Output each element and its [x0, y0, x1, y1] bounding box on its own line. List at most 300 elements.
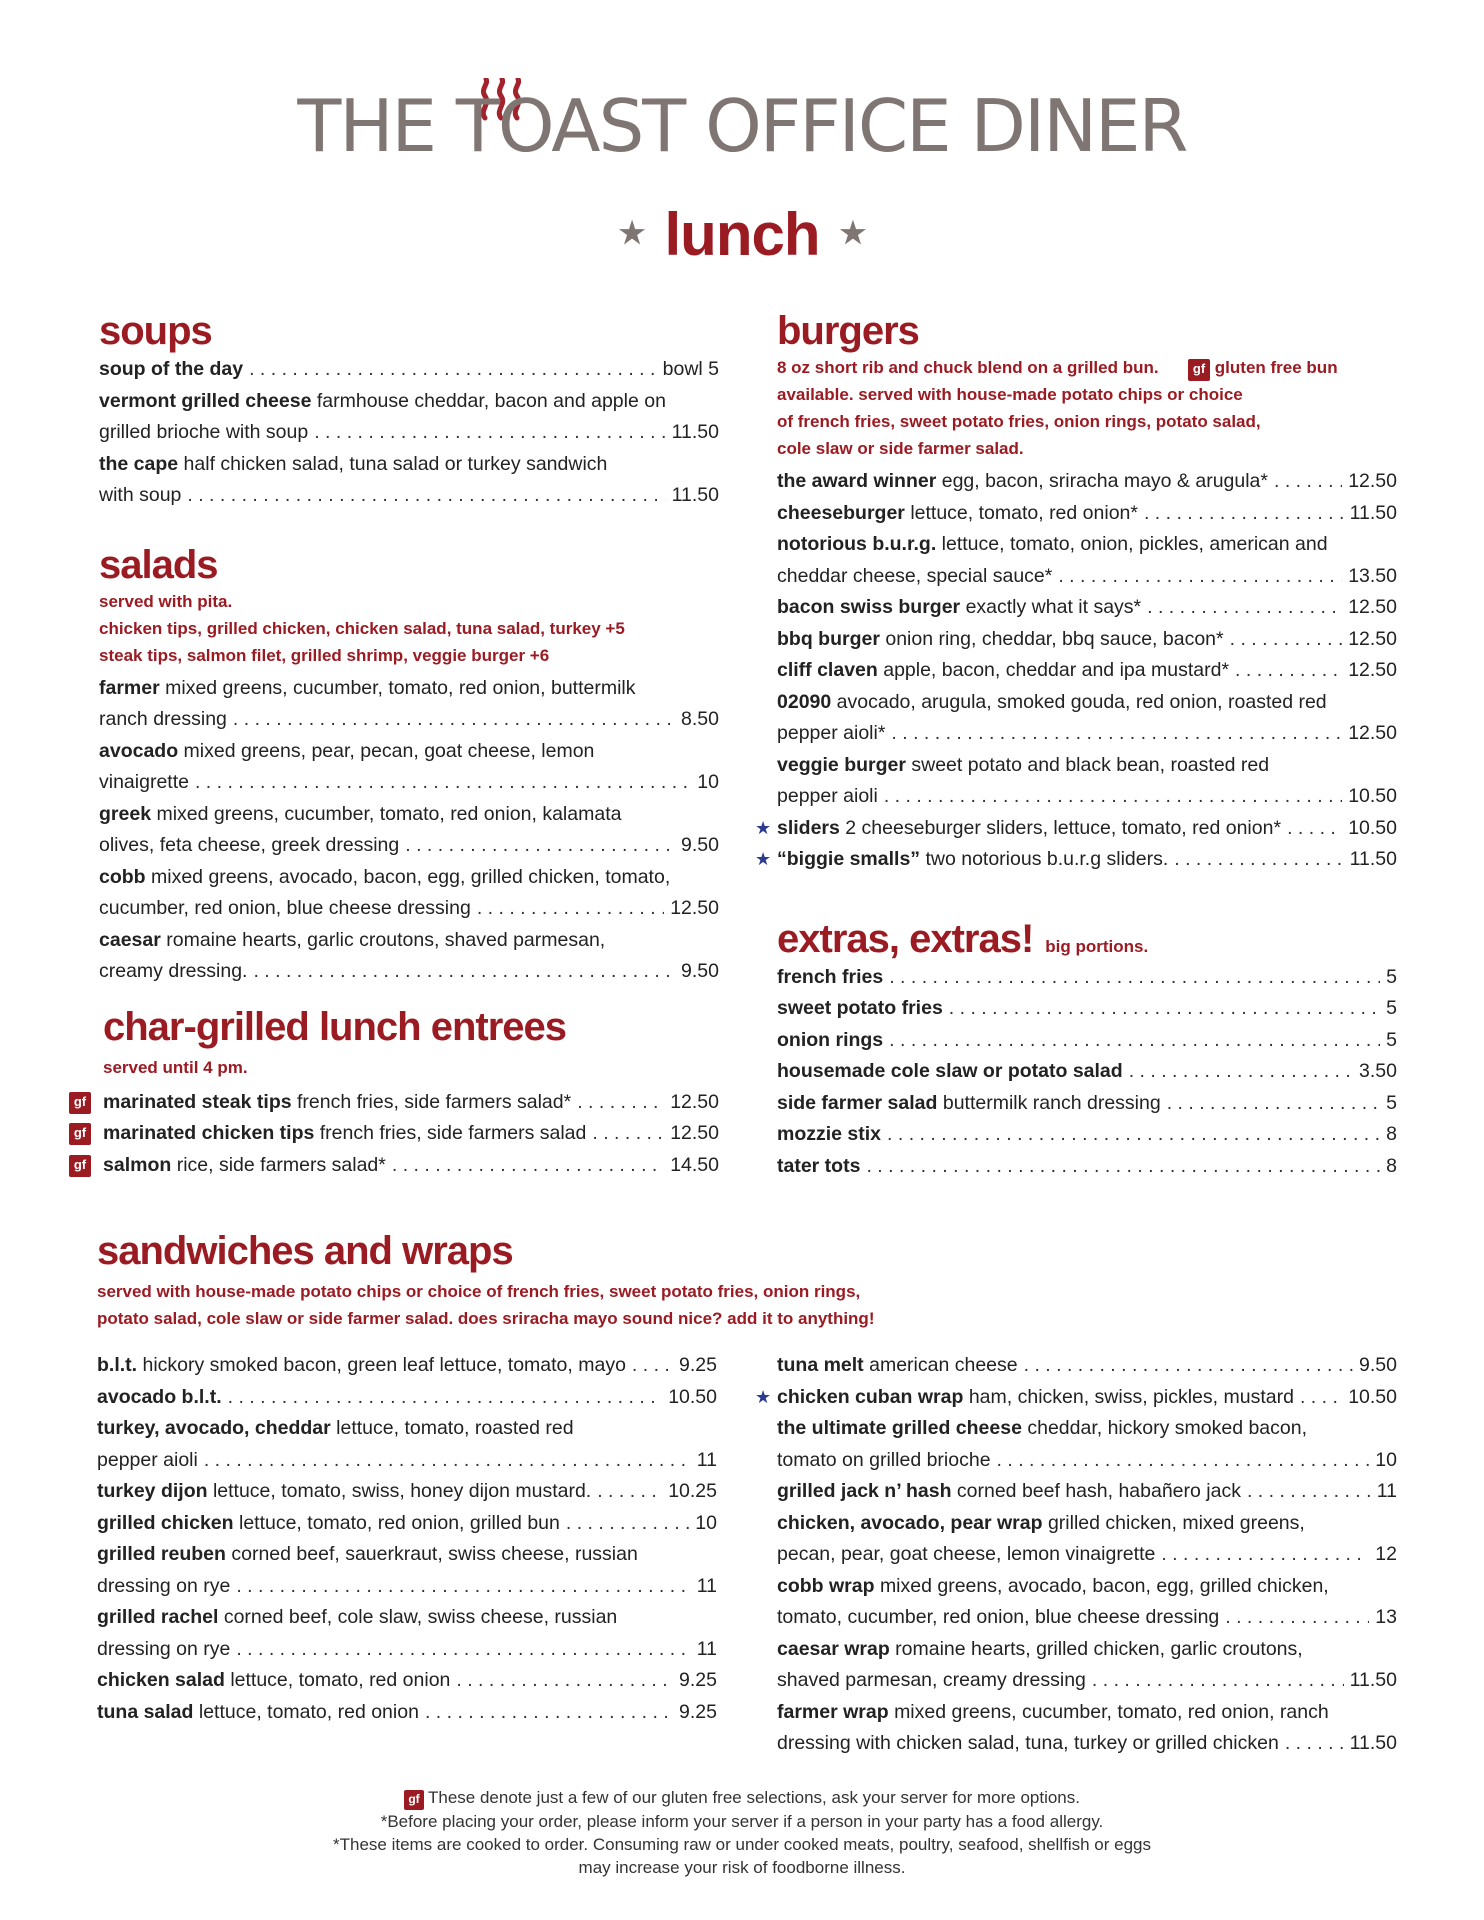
menu-item-line [97, 1634, 717, 1666]
menu-item-desc: vinaigrette [99, 771, 189, 793]
menu-item-price: 14.50 [670, 1153, 719, 1176]
menu-item-text [777, 993, 943, 1025]
menu-item [777, 962, 1397, 994]
menu-item [73, 1150, 719, 1182]
menu-item [99, 673, 719, 736]
footer-line: *These items are cooked to order. Consuming raw or under cooked meats, poultry, seafood, shellfish or eggs [332, 1835, 1151, 1854]
menu-item-desc: cucumber, red onion, blue cheese dressing [99, 897, 471, 919]
menu-item-line [777, 1119, 1397, 1151]
menu-item-line [97, 1539, 717, 1571]
menu-item-line [103, 1087, 719, 1119]
sandwiches-left-list [97, 1350, 717, 1728]
menu-item-desc: sweet potato and black bean, roasted red [911, 753, 1270, 776]
dot-leader [1092, 1665, 1344, 1697]
menu-item-line [777, 1634, 1397, 1666]
burgers-section [755, 308, 1397, 876]
dot-leader [891, 718, 1342, 750]
menu-item-desc: lettuce, tomato, onion, pickles, american and [941, 533, 1328, 555]
menu-item-line [777, 781, 1397, 813]
menu-item [97, 1382, 717, 1414]
menu-item-price: 11.50 [1349, 501, 1397, 524]
menu-item-desc: mixed greens, avocado, bacon, egg, grilled chicken, [879, 1574, 1329, 1597]
menu-item-text [777, 1638, 1303, 1660]
menu-item-desc: mixed greens, cucumber, tomato, red onion, kalamata [156, 802, 622, 825]
menu-item-line [777, 1571, 1397, 1603]
section-heading: char-grilled lunch entrees [103, 1004, 567, 1049]
dot-leader [1147, 592, 1342, 624]
menu-item-desc: ranch dressing [99, 708, 227, 730]
menu-item-line [99, 673, 719, 705]
menu-item-name: farmer [99, 676, 160, 699]
menu-item-line [99, 956, 719, 988]
menu-item-name: cliff claven [777, 659, 878, 681]
menu-item-price: 12 [1375, 1543, 1397, 1565]
menu-item-name: tuna melt [777, 1354, 864, 1376]
menu-item-price: 5 [1386, 1028, 1397, 1051]
menu-item-text [777, 1575, 1329, 1597]
section-subtitle: potato salad, cole slaw or side farmer salad. does sriracha mayo sound nice? add it to anything! [97, 1309, 875, 1328]
menu-item-price: 5 [1386, 997, 1397, 1019]
menu-item-price: 11.50 [1349, 1669, 1397, 1691]
menu-item-line [99, 862, 719, 894]
gluten-free-icon: gf [1188, 359, 1210, 381]
menu-item-name: chicken salad [97, 1669, 225, 1691]
menu-item-text [99, 453, 607, 475]
burgers-sub-text: gluten free bun [1214, 358, 1338, 377]
entrees-section [73, 1004, 719, 1182]
dot-leader [204, 1445, 691, 1477]
menu-item-name: greek [99, 802, 152, 825]
menu-item-line [99, 704, 719, 736]
menu-item-line [777, 750, 1397, 782]
menu-item-desc: hickory smoked bacon, green leaf lettuce, tomato, mayo [142, 1354, 626, 1376]
dot-leader [1161, 1539, 1369, 1571]
menu-item-line [777, 561, 1397, 593]
menu-item-line [777, 1413, 1397, 1445]
menu-item-text [99, 677, 636, 699]
menu-item-line [99, 799, 719, 831]
menu-item [99, 736, 719, 799]
dot-leader [1174, 844, 1343, 876]
menu-item-name: bbq burger [777, 627, 880, 650]
menu-item-line [777, 1056, 1397, 1088]
menu-item-desc: lettuce, tomato, red onion, grilled bun [238, 1511, 560, 1534]
dot-leader [887, 1119, 1380, 1151]
menu-item-desc: shaved parmesan, creamy dressing [777, 1669, 1086, 1691]
menu-item-desc: onion ring, cheddar, bbq sauce, bacon* [885, 627, 1224, 650]
menu-item-text [777, 1350, 1018, 1382]
menu-item-name: sweet potato fries [777, 997, 943, 1019]
menu-item-desc: ham, chicken, swiss, pickles, mustard [968, 1385, 1294, 1408]
dot-leader [577, 1087, 664, 1119]
menu-item [777, 1508, 1397, 1571]
soups-section [99, 308, 719, 512]
menu-item-desc: mixed greens, pear, pecan, goat cheese, lemon [183, 739, 595, 762]
section-subtitle: served until 4 pm. [103, 1057, 248, 1077]
menu-item-line [99, 767, 719, 799]
menu-item-price: 9.25 [679, 1354, 717, 1376]
menu-item-line [99, 386, 719, 418]
dot-leader [1058, 561, 1342, 593]
menu-item-line [97, 1508, 717, 1540]
menu-item-price: bowl 5 [662, 358, 719, 380]
menu-item-price: 10.50 [668, 1385, 717, 1408]
menu-item-price: 10.25 [668, 1480, 717, 1502]
menu-item-price: 12.50 [1348, 470, 1397, 492]
dot-leader [236, 1571, 690, 1603]
menu-item-name: farmer wrap [777, 1700, 889, 1723]
menu-item-text [777, 466, 1268, 498]
menu-item-text [777, 754, 1269, 776]
menu-item-desc: half chicken salad, tuna salad or turkey sandwich [183, 452, 608, 475]
dot-leader [233, 704, 675, 736]
menu-item [777, 498, 1397, 530]
menu-item-name: grilled jack n’ hash [777, 1480, 952, 1502]
menu-item-text [99, 354, 243, 386]
section-heading: extras, extras! [777, 916, 1034, 961]
menu-item-name: salmon [103, 1153, 172, 1176]
dot-leader [997, 1445, 1370, 1477]
menu-item [97, 1539, 717, 1602]
menu-item-desc: two notorious b.u.r.g sliders. [925, 848, 1169, 870]
menu-item-line [777, 1697, 1397, 1729]
menu-item-text [777, 691, 1327, 713]
menu-item-text [99, 740, 594, 762]
menu-item-desc: dressing with chicken salad, tuna, turkey or grilled chicken [777, 1732, 1279, 1754]
footer-notes [0, 1786, 1484, 1879]
dot-leader [1285, 1728, 1344, 1760]
menu-item-desc: corned beef, sauerkraut, swiss cheese, russian [231, 1543, 638, 1565]
menu-item-line [103, 1118, 719, 1150]
dot-leader [1235, 655, 1342, 687]
menu-item-name: bacon swiss burger [777, 596, 961, 618]
menu-item-price: 9.25 [679, 1700, 717, 1723]
menu-item-name: cobb [99, 865, 146, 888]
menu-item-price: 10 [695, 1511, 717, 1534]
dot-leader [1144, 498, 1344, 530]
menu-item-text [777, 498, 1138, 530]
menu-item-name: chicken, avocado, pear wrap [777, 1511, 1043, 1534]
menu-item-text [777, 1476, 1241, 1508]
gluten-free-icon: gf [69, 1092, 91, 1114]
dot-leader [1274, 466, 1342, 498]
menu-item-line [103, 1150, 719, 1182]
menu-item-desc: corned beef hash, habañero jack [956, 1480, 1241, 1502]
menu-item-name: b.l.t. [97, 1354, 138, 1376]
dot-leader [456, 1665, 673, 1697]
menu-item-name: 02090 [777, 690, 832, 713]
menu-item-price: 9.50 [681, 834, 719, 856]
menu-item-line [777, 1602, 1397, 1634]
section-heading: sandwiches and wraps [97, 1229, 513, 1273]
menu-item-desc: dressing on rye [97, 1637, 231, 1660]
menu-item-price: 11.50 [1349, 1732, 1397, 1754]
section-subtitle: available. served with house-made potato chips or choice [777, 385, 1243, 404]
menu-item-price: 10.50 [1348, 1385, 1397, 1408]
menu-item-desc: pepper aioli* [777, 722, 886, 744]
menu-item-price: 9.50 [1359, 1354, 1397, 1376]
menu-item [777, 1056, 1397, 1088]
sandwiches-section [97, 1228, 1397, 1332]
menu-item-line [99, 449, 719, 481]
star-icon: ★ [618, 216, 645, 250]
logo-text: THE TOAST OFFICE DINER [297, 84, 1187, 168]
menu-item-price: 13.50 [1348, 564, 1397, 587]
menu-item-text [103, 1150, 386, 1182]
menu-item-desc: lettuce, tomato, red onion* [910, 501, 1138, 524]
menu-item-line [777, 1025, 1397, 1057]
menu-item-desc: french fries, side farmers salad [319, 1122, 587, 1144]
soups-list [99, 354, 719, 512]
dot-leader [889, 962, 1380, 994]
dot-leader [592, 1118, 664, 1150]
menu-item-line [777, 1665, 1397, 1697]
menu-item-line [97, 1571, 717, 1603]
section-subtitle: cole slaw or side farmer salad. [777, 439, 1024, 458]
menu-item-price: 12.50 [670, 1122, 719, 1144]
menu-item-line [777, 1350, 1397, 1382]
menu-item-price: 11 [696, 1637, 717, 1660]
menu-item-desc: olives, feta cheese, greek dressing [99, 834, 400, 856]
footer-line [0, 1786, 1484, 1810]
menu-item-name: onion rings [777, 1028, 884, 1051]
menu-item-price: 10 [697, 771, 719, 793]
extras-list [777, 962, 1397, 1183]
menu-item-price: 11 [696, 1574, 717, 1597]
menu-item-desc: grilled chicken, mixed greens, [1047, 1511, 1305, 1534]
menu-item-name: notorious b.u.r.g. [777, 533, 937, 555]
left-column [73, 308, 719, 1181]
menu-item-name: grilled reuben [97, 1543, 226, 1565]
menu-item [97, 1665, 717, 1697]
menu-item-line [777, 1508, 1397, 1540]
menu-item [777, 529, 1397, 592]
menu-item [97, 1697, 717, 1729]
dot-leader [1129, 1056, 1353, 1088]
menu-item [97, 1413, 717, 1476]
menu-item-line [777, 1728, 1397, 1760]
gluten-free-icon: gf [69, 1155, 91, 1177]
footer-line: may increase your risk of foodborne illness. [578, 1858, 906, 1877]
menu-item-name: chicken cuban wrap [777, 1385, 964, 1408]
menu-item-desc: exactly what it says* [965, 596, 1142, 618]
menu-item-text [99, 929, 605, 951]
menu-item-line [97, 1382, 717, 1414]
dot-leader [405, 830, 675, 862]
menu-item-price: 12.50 [1348, 596, 1397, 618]
menu-item-desc: lettuce, tomato, roasted red [336, 1417, 574, 1439]
menu-item-desc: cheddar cheese, special sauce* [777, 564, 1053, 587]
menu-item-price: 12.50 [670, 897, 719, 919]
menu-item-line [97, 1665, 717, 1697]
menu-item-line [99, 830, 719, 862]
menu-item-text [777, 1417, 1307, 1439]
menu-item-name: caesar wrap [777, 1637, 890, 1660]
menu-item-name: mozzie stix [777, 1123, 882, 1145]
menu-title-text: lunch [664, 201, 820, 268]
dot-leader [566, 1508, 689, 1540]
section-heading: soups [99, 309, 212, 353]
menu-item-line [777, 1382, 1397, 1414]
menu-item-price: 5 [1386, 1091, 1397, 1114]
menu-item-price: 12.50 [1348, 627, 1397, 650]
menu-item-text [777, 1382, 1294, 1414]
menu-item-name: marinated steak tips [103, 1090, 292, 1113]
dot-leader [425, 1697, 673, 1729]
menu-item [73, 1087, 719, 1119]
menu-item-line [97, 1602, 717, 1634]
menu-item-name: grilled rachel [97, 1606, 219, 1628]
section-heading: burgers [777, 309, 919, 353]
menu-item-desc: mixed greens, cucumber, tomato, red onion, ranch [894, 1700, 1329, 1723]
menu-item-price: 3.50 [1359, 1060, 1397, 1082]
menu-item-text [777, 1025, 883, 1057]
menu-item-text [103, 1118, 586, 1150]
menu-item-text [97, 1543, 638, 1565]
menu-item [777, 1413, 1397, 1476]
menu-item-text [99, 803, 621, 825]
footer-text: These denote just a few of our gluten free selections, ask your server for more options. [427, 1788, 1080, 1807]
menu-item-text [777, 1701, 1329, 1723]
menu-item-desc: lettuce, tomato, red onion [198, 1700, 419, 1723]
section-subtitle: served with house-made potato chips or choice of french fries, sweet potato fries, onion rings, [97, 1282, 861, 1301]
menu-item-line [777, 655, 1397, 687]
menu-item-line [777, 1445, 1397, 1477]
menu-item-price: 10.50 [1348, 785, 1397, 807]
gluten-free-icon: gf [69, 1123, 91, 1145]
menu-item-text [97, 1508, 560, 1540]
menu-item [777, 592, 1397, 624]
star-icon: ★ [755, 817, 772, 838]
menu-item-line [777, 962, 1397, 994]
menu-item-text [777, 1088, 1161, 1120]
menu-item-line [777, 844, 1397, 876]
menu-item-desc: lettuce, tomato, swiss, honey dijon mustard. [212, 1480, 592, 1502]
menu-item [99, 449, 719, 512]
dot-leader [884, 781, 1342, 813]
menu-item [99, 925, 719, 988]
menu-item-desc: pepper aioli [97, 1448, 198, 1471]
section-heading: salads [99, 542, 218, 587]
section-subtitle [777, 354, 1397, 381]
section-subtitle: big portions. [1045, 936, 1149, 956]
sandwiches-right-list [755, 1350, 1397, 1760]
star-icon: ★ [755, 849, 772, 869]
menu-item-desc: corned beef, cole slaw, swiss cheese, russian [223, 1606, 618, 1628]
dot-leader [228, 1382, 663, 1414]
menu-item-text [777, 655, 1229, 687]
menu-item-price: 9.25 [679, 1669, 717, 1691]
dot-leader [253, 956, 675, 988]
menu-item-price: 8 [1386, 1123, 1397, 1145]
menu-item-line [99, 893, 719, 925]
menu-item-price: 12.50 [1348, 722, 1397, 744]
star-icon: ★ [755, 1386, 772, 1407]
dot-leader [236, 1634, 690, 1666]
menu-item-desc: cheddar, hickory smoked bacon, [1027, 1417, 1307, 1439]
menu-item [73, 1118, 719, 1150]
menu-item-line [777, 1088, 1397, 1120]
menu-item-text [777, 1512, 1305, 1534]
dot-leader [949, 993, 1380, 1025]
menu-item-desc: romaine hearts, garlic croutons, shaved parmesan, [166, 928, 606, 951]
menu-item-desc: buttermilk ranch dressing [942, 1091, 1161, 1114]
menu-item-desc: french fries, side farmers salad* [297, 1090, 572, 1113]
menu-item-text [777, 533, 1328, 555]
menu-item-desc: mixed greens, cucumber, tomato, red onion, buttermilk [165, 676, 636, 699]
menu-item-name: soup of the day [99, 358, 244, 380]
menu-item-desc: rice, side farmers salad* [176, 1153, 386, 1176]
dot-leader [1287, 813, 1342, 845]
menu-item-name: sliders [777, 816, 840, 839]
menu-item-price: 11 [696, 1448, 717, 1471]
menu-item-name: turkey, avocado, cheddar [97, 1417, 331, 1439]
menu-item-price: 9.50 [681, 960, 719, 982]
star-icon: ★ [839, 216, 866, 250]
menu-item [99, 386, 719, 449]
menu-item-name: caesar [99, 928, 161, 951]
menu-item-name: side farmer salad [777, 1091, 938, 1114]
menu-item-line [777, 1151, 1397, 1183]
extras-section [777, 916, 1397, 1183]
dot-leader [249, 354, 657, 386]
menu-item-text [97, 1350, 626, 1382]
entrees-list [73, 1087, 719, 1182]
menu-item-desc: tomato on grilled brioche [777, 1448, 991, 1471]
menu-item [777, 1476, 1397, 1508]
menu-item-name: grilled chicken [97, 1511, 234, 1534]
menu-item-text [97, 1606, 617, 1628]
dot-leader [597, 1476, 662, 1508]
menu-item [777, 1119, 1397, 1151]
menu-item-line [99, 354, 719, 386]
menu-item-name: the award winner [777, 470, 937, 492]
menu-item-text [777, 962, 883, 994]
section-subtitle: served with pita. [99, 591, 233, 611]
menu-item-desc: with soup [99, 484, 182, 506]
dot-leader [1225, 1602, 1369, 1634]
menu-item [755, 813, 1397, 845]
menu-item-desc: creamy dressing. [99, 960, 248, 982]
menu-item-name: tuna salad [97, 1700, 194, 1723]
dot-leader [314, 417, 665, 449]
dot-leader [195, 767, 691, 799]
menu-item-line [777, 624, 1397, 656]
menu-item-line [99, 417, 719, 449]
menu-item [97, 1508, 717, 1540]
menu-item-name: french fries [777, 965, 884, 988]
menu-item-line [777, 466, 1397, 498]
menu-item-price: 10.50 [1348, 816, 1397, 839]
menu-item-text [97, 1697, 419, 1729]
menu-item-text [777, 844, 1168, 876]
menu-item-line [97, 1350, 717, 1382]
menu-item [755, 844, 1397, 876]
menu-item-text [97, 1665, 450, 1697]
footer-line: *Before placing your order, please inform your server if a person in your party has a food allergy. [380, 1812, 1104, 1831]
menu-item-name: tater tots [777, 1154, 861, 1177]
menu-item-price: 5 [1386, 965, 1397, 988]
menu-item [777, 993, 1397, 1025]
menu-item-price: 11.50 [1349, 848, 1397, 870]
salads-list [99, 673, 719, 988]
menu-item-text [103, 1087, 571, 1119]
menu-item-text [777, 1056, 1123, 1088]
menu-item-price: 8.50 [681, 708, 719, 730]
menu-item-desc: egg, bacon, sriracha mayo & arugula* [941, 470, 1268, 492]
menu-item [777, 1571, 1397, 1634]
menu-item [777, 1088, 1397, 1120]
